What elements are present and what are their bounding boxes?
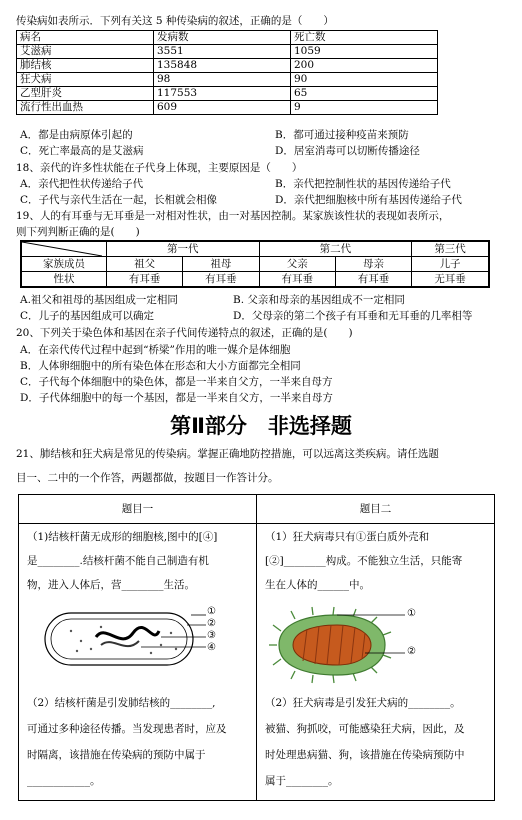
q18-option-d: D．亲代把细胞核中所有基因传递给子代	[275, 194, 462, 206]
q18-option-c: C．子代与亲代生活在一起，长相就会相像	[20, 194, 218, 206]
table-header-row	[17, 31, 438, 45]
table-cell: 65	[291, 87, 438, 101]
table-cell: 有耳垂	[335, 272, 411, 288]
q21-stem-cont: 目一、二中的一个作答，两题都做，按题目一作答计分。	[16, 472, 279, 484]
topic1-q2-line3: 时隔离，该措施在传染病的预防中属于	[27, 749, 206, 761]
table-cell: 祖父	[107, 257, 183, 272]
table-row	[21, 257, 489, 272]
family-trait-table	[20, 240, 490, 288]
q18-option-b: B．亲代把控制性状的基因传递给子代	[275, 178, 451, 190]
q18-option-a: A．亲代把性状传递给子代	[20, 178, 144, 190]
gen1-header: 第一代	[107, 241, 260, 257]
table-cell: 母亲	[335, 257, 411, 272]
q19-stem-cont: 则下列判断正确的是( )	[16, 226, 140, 238]
topic1-q1-line1: （1)结核杆菌无成形的细胞核,图中的[④]	[27, 531, 218, 543]
topic2-q1-line2: [②]________构成。不能独立生活，只能寄	[265, 555, 463, 567]
q17-option-c: C．死亡率最高的是艾滋病	[20, 145, 144, 157]
table-corner-cell	[21, 241, 107, 257]
table-cell: 200	[291, 59, 438, 73]
topic2-q2-line2: 被猫、狗抓咬，可能感染狂犬病，因此，及	[265, 723, 465, 735]
q17-option-b: B．都可通过接种疫苗来预防	[275, 129, 409, 141]
q19-option-c: C．儿子的基因组成可以确定	[20, 310, 155, 322]
topic2-q1-line3: 生在人体的______中。	[265, 579, 370, 591]
topic1-q1-line2: 是________.结核杆菌不能自己制造有机	[27, 555, 209, 567]
q17-option-d: D．居室消毒可以切断传播途径	[275, 145, 420, 157]
table-cell: 135848	[154, 59, 291, 73]
table-cell: 9	[291, 101, 438, 115]
table-cell: 有耳垂	[183, 272, 259, 288]
table-row	[17, 73, 438, 87]
row-label: 性状	[21, 272, 107, 288]
q20-option-b: B．人体卵细胞中的所有染色体在形态和大小方面都完全相同	[20, 360, 301, 372]
diagonal-line-icon	[22, 242, 102, 256]
disease-table	[16, 30, 438, 115]
table-cell: 1059	[291, 45, 438, 59]
q20-option-d: D．子代体细胞中的每一个基因，都是一半来自父方，一半来自母方	[20, 392, 333, 404]
gen2-header: 第二代	[259, 241, 412, 257]
table-row	[17, 87, 438, 101]
table-cell: 3551	[154, 45, 291, 59]
label-4: ④	[207, 642, 216, 653]
table-cell: 98	[154, 73, 291, 87]
q19-option-d: D．父母亲的第二个孩子有耳垂和无耳垂的几率相等	[233, 310, 473, 322]
q21-stem: 21、肺结核和狂犬病是常见的传染病。掌握正确地防控措施，可以远离这类疾病。请任选题	[16, 448, 439, 460]
table-cell: 117553	[154, 87, 291, 101]
topic2-column	[257, 495, 494, 800]
label-3: ③	[207, 630, 216, 641]
q17-option-a: A．都是由病原体引起的	[20, 129, 133, 141]
table-cell: 90	[291, 73, 438, 87]
q20-option-c: C．子代每个体细胞中的染色体，都是一半来自父方，一半来自母方	[20, 376, 333, 388]
table-header-cell: 病名	[17, 31, 154, 45]
table-row	[21, 272, 489, 288]
q20-option-a: A．在亲代传代过程中起到“桥梁”作用的唯一媒介是体细胞	[20, 344, 291, 356]
table-cell: 狂犬病	[17, 73, 154, 87]
topic1-title: 题目一	[19, 495, 256, 524]
row-label: 家族成员	[21, 257, 107, 272]
gen3-header: 第三代	[412, 241, 489, 257]
table-header-cell: 发病数	[154, 31, 291, 45]
topic1-q2-line4: ____________。	[27, 775, 101, 787]
table-cell: 儿子	[412, 257, 489, 272]
label-1: ①	[207, 606, 216, 617]
table-cell: 无耳垂	[412, 272, 489, 288]
q20-stem: 20、下列关于染色体和基因在亲子代间传递特点的叙述，正确的是( )	[16, 327, 353, 339]
table-cell: 有耳垂	[259, 272, 335, 288]
table-cell: 609	[154, 101, 291, 115]
topic1-q1-line3: 物，进入人体后，营________生活。	[27, 579, 195, 591]
table-row	[17, 59, 438, 73]
topic-table	[18, 494, 495, 801]
table-cell: 流行性出血热	[17, 101, 154, 115]
topic2-q2-line4: 属于________。	[265, 775, 339, 787]
table-cell: 艾滋病	[17, 45, 154, 59]
topic2-q1-line1: （1）狂犬病毒只有①蛋白质外壳和	[265, 531, 430, 543]
rabies-virus-icon	[267, 605, 407, 685]
table-cell: 有耳垂	[107, 272, 183, 288]
virus-label-2: ②	[407, 646, 416, 657]
q19-option-b: B. 父亲和母亲的基因组成不一定相同	[233, 294, 405, 306]
topic2-title: 题目二	[257, 495, 494, 524]
table-row	[17, 45, 438, 59]
virus-label-1: ①	[407, 608, 416, 619]
q19-stem: 19、人的有耳垂与无耳垂是一对相对性状，由一对基因控制。某家族该性状的表现如表所示，	[16, 210, 450, 222]
table-cell: 祖母	[183, 257, 259, 272]
q19-option-a: A.祖父和祖母的基因组成一定相同	[20, 294, 178, 306]
label-2: ②	[207, 618, 216, 629]
topic2-q2-line3: 时处理患病猫、狗，该措施在传染病预防中	[265, 749, 465, 761]
topic1-column	[19, 495, 257, 800]
topic2-q2-line1: （2）狂犬病毒是引发狂犬病的________。	[265, 697, 461, 709]
table-cell: 肺结核	[17, 59, 154, 73]
q18-stem: 18、亲代的许多性状能在子代身上体现，主要原因是（ ）	[16, 162, 303, 174]
table-header-row	[21, 241, 489, 257]
table-header-cell: 死亡数	[291, 31, 438, 45]
table-cell: 父亲	[259, 257, 335, 272]
topic1-q2-line1: （2）结核杆菌是引发肺结核的________,	[27, 697, 216, 709]
part2-title: 第Ⅱ部分 非选择题	[170, 414, 352, 438]
q17-intro: 传染病如表所示．下列有关这 5 种传染病的叙述，正确的是（ ）	[16, 15, 334, 27]
table-cell: 乙型肝炎	[17, 87, 154, 101]
table-row	[17, 101, 438, 115]
topic1-q2-line2: 可通过多种途径传播。当发现患者时，应及	[27, 723, 227, 735]
